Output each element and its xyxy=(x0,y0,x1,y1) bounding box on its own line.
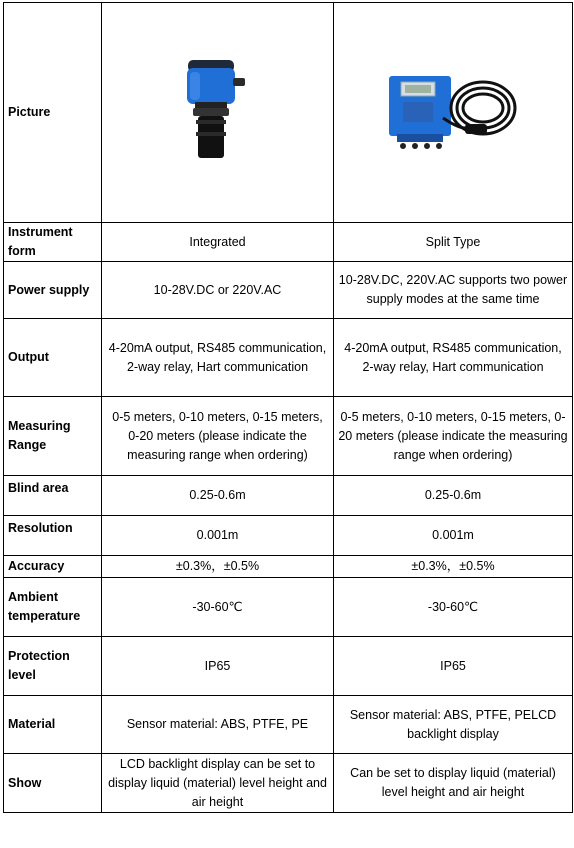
table-row xyxy=(4,696,573,754)
row-label-resolution: Resolution xyxy=(4,516,102,556)
cell-integrated-output: 4-20mA output, RS485 communication, 2-way relay, Hart communication xyxy=(102,319,334,397)
row-label-picture: Picture xyxy=(4,3,102,223)
cell-integrated-power: 10-28V.DC or 220V.AC xyxy=(102,262,334,319)
cell-split-output: 4-20mA output, RS485 communication, 2-way relay, Hart communication xyxy=(334,319,573,397)
row-label-instrument-form: Instrument form xyxy=(4,223,102,262)
cell-split-material: Sensor material: ABS, PTFE, PELCD backlight display xyxy=(334,696,573,754)
table-row xyxy=(4,637,573,696)
cell-integrated-form: Integrated xyxy=(102,223,334,262)
cell-integrated-range: 0-5 meters, 0-10 meters, 0-15 meters, 0-20 meters (please indicate the measuring range when ordering) xyxy=(102,397,334,476)
row-label-accuracy: Accuracy xyxy=(4,556,102,578)
integrated-sensor-image xyxy=(178,58,258,168)
table-row xyxy=(4,516,573,556)
cell-split-form: Split Type xyxy=(334,223,573,262)
table-row xyxy=(4,476,573,516)
cell-integrated-material: Sensor material: ABS, PTFE, PE xyxy=(102,696,334,754)
table-row xyxy=(4,556,573,578)
table-row xyxy=(4,262,573,319)
row-label-measuring-range: Measuring Range xyxy=(4,397,102,476)
table-row xyxy=(4,578,573,637)
cell-split-show: Can be set to display liquid (material) level height and air height xyxy=(334,754,573,813)
table-row xyxy=(4,319,573,397)
cell-integrated-protection: IP65 xyxy=(102,637,334,696)
cell-integrated-temperature: -30-60℃ xyxy=(102,578,334,637)
table-row xyxy=(4,223,573,262)
cell-split-temperature: -30-60℃ xyxy=(334,578,573,637)
cell-integrated-accuracy: ±0.3%，±0.5% xyxy=(102,556,334,578)
row-label-power-supply: Power supply xyxy=(4,262,102,319)
row-label-output: Output xyxy=(4,319,102,397)
row-label-blind-area: Blind area xyxy=(4,476,102,516)
cell-integrated-blind-area: 0.25-0.6m xyxy=(102,476,334,516)
cell-split-accuracy: ±0.3%，±0.5% xyxy=(334,556,573,578)
cell-split-power: 10-28V.DC, 220V.AC supports two power supply modes at the same time xyxy=(334,262,573,319)
row-label-protection-level: Protection level xyxy=(4,637,102,696)
cell-split-protection: IP65 xyxy=(334,637,573,696)
table-row xyxy=(4,397,573,476)
table-row xyxy=(4,3,573,223)
cell-split-resolution: 0.001m xyxy=(334,516,573,556)
table-row xyxy=(4,754,573,813)
cell-split-blind-area: 0.25-0.6m xyxy=(334,476,573,516)
integrated-picture-cell xyxy=(102,3,334,223)
cell-split-range: 0-5 meters, 0-10 meters, 0-15 meters, 0-20 meters (please indicate the measuring range when ordering) xyxy=(334,397,573,476)
split-picture-cell xyxy=(334,3,573,223)
split-type-meter-image xyxy=(383,68,523,158)
cell-integrated-show: LCD backlight display can be set to display liquid (material) level height and air height xyxy=(102,754,334,813)
row-label-show: Show xyxy=(4,754,102,813)
spec-table xyxy=(3,2,573,813)
row-label-ambient-temperature: Ambient temperature xyxy=(4,578,102,637)
row-label-material: Material xyxy=(4,696,102,754)
cell-integrated-resolution: 0.001m xyxy=(102,516,334,556)
